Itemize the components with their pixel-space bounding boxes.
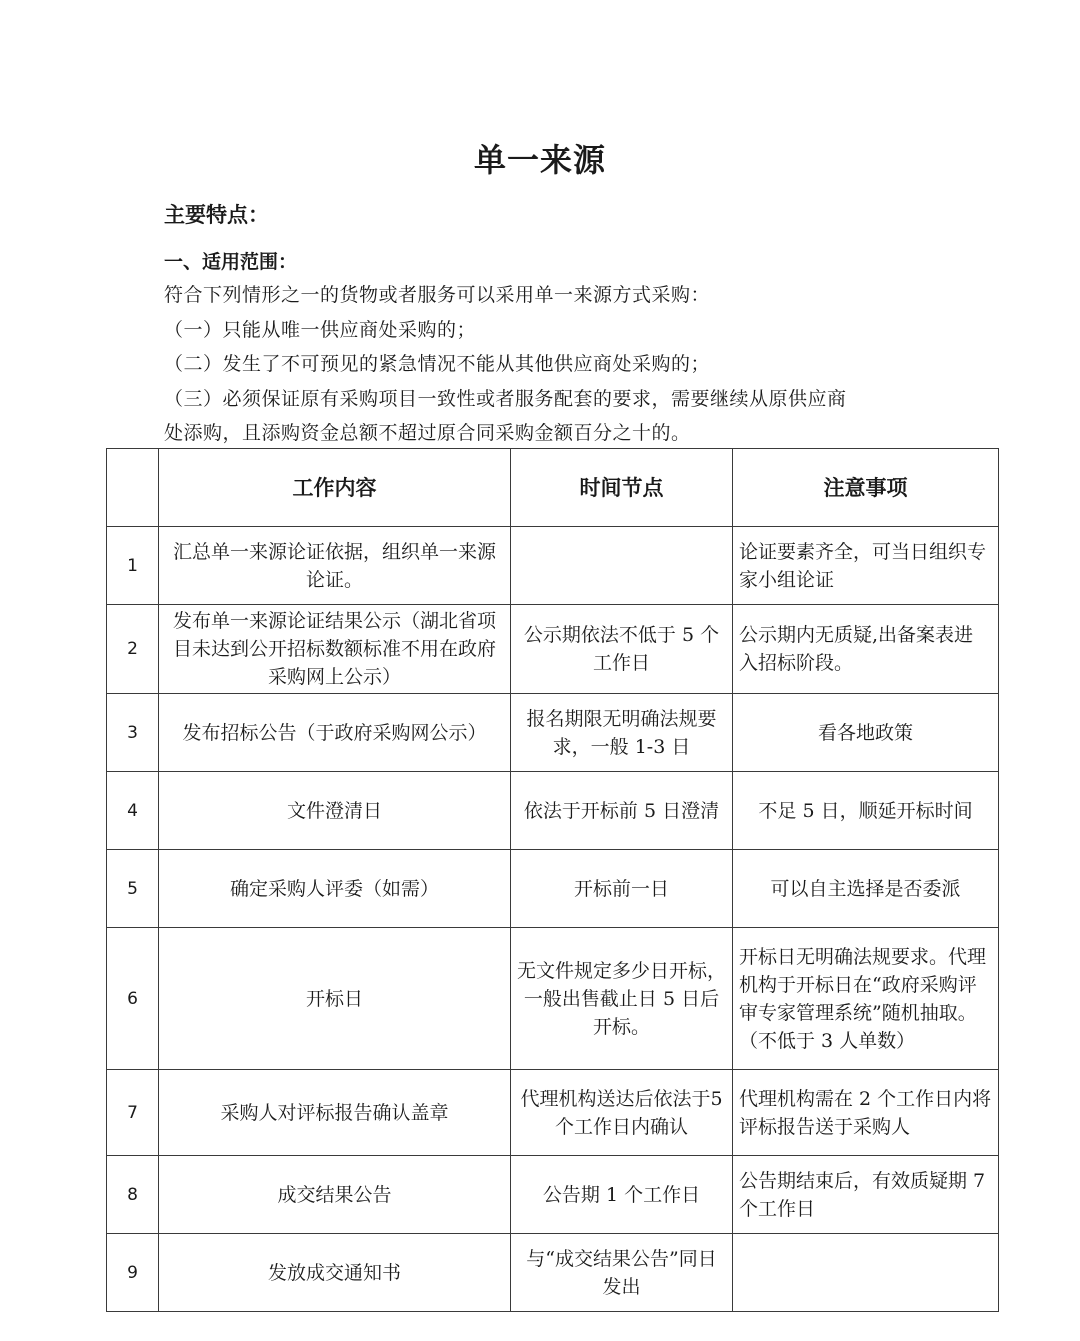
page-title: 单一来源	[473, 141, 606, 179]
procedure-table	[106, 448, 999, 1312]
row-number: 1	[107, 527, 159, 605]
row-number: 5	[107, 850, 159, 928]
time-node-cell: 依法于开标前 5 日澄清	[511, 772, 733, 850]
notes-cell: 开标日无明确法规要求。代理机构于开标日在“政府采购评审专家管理系统”随机抽取。（不低于 3 人单数）	[733, 928, 999, 1070]
notes-cell: 公示期内无质疑,出备案表进入招标阶段。	[733, 605, 999, 694]
header-notes: 注意事项	[733, 449, 999, 527]
table-row	[107, 1234, 999, 1312]
row-number: 6	[107, 928, 159, 1070]
work-content-cell: 开标日	[159, 928, 511, 1070]
header-work-content: 工作内容	[159, 449, 511, 527]
notes-cell: 可以自主选择是否委派	[733, 850, 999, 928]
row-number: 9	[107, 1234, 159, 1312]
condition-item: （三）必须保证原有采购项目一致性或者服务配套的要求，需要继续从原供应商	[164, 387, 847, 410]
notes-cell: 论证要素齐全，可当日组织专家小组论证	[733, 527, 999, 605]
work-content-cell: 文件澄清日	[159, 772, 511, 850]
time-node-cell: 与“成交结果公告”同日发出	[511, 1234, 733, 1312]
row-number: 3	[107, 694, 159, 772]
notes-cell: 代理机构需在 2 个工作日内将评标报告送于采购人	[733, 1070, 999, 1156]
condition-item-continuation: 处添购，且添购资金总额不超过原合同采购金额百分之十的。	[164, 422, 691, 444]
table-row	[107, 1156, 999, 1234]
work-content-cell: 发布招标公告（于政府采购网公示）	[159, 694, 511, 772]
table-row	[107, 1070, 999, 1156]
row-number: 2	[107, 605, 159, 694]
time-node-cell: 公告期 1 个工作日	[511, 1156, 733, 1234]
notes-cell: 公告期结束后，有效质疑期 7 个工作日	[733, 1156, 999, 1234]
work-content-cell: 成交结果公告	[159, 1156, 511, 1234]
table-row	[107, 527, 999, 605]
table-row	[107, 928, 999, 1070]
condition-item: （二）发生了不可预见的紧急情况不能从其他供应商处采购的；	[164, 353, 711, 375]
time-node-cell: 无文件规定多少日开标，一般出售截止日 5 日后开标。	[511, 928, 733, 1070]
row-number: 8	[107, 1156, 159, 1234]
table-header-row	[107, 449, 999, 527]
time-node-cell	[511, 527, 733, 605]
table-row	[107, 605, 999, 694]
notes-cell	[733, 1234, 999, 1312]
work-content-cell: 采购人对评标报告确认盖章	[159, 1070, 511, 1156]
table-row	[107, 694, 999, 772]
header-time-node: 时间节点	[511, 449, 733, 527]
section-intro: 符合下列情形之一的货物或者服务可以采用单一来源方式采购：	[164, 284, 711, 306]
work-content-cell: 发布单一来源论证结果公示（湖北省项目未达到公开招标数额标准不用在政府采购网上公示）	[159, 605, 511, 694]
work-content-cell: 确定采购人评委（如需）	[159, 850, 511, 928]
notes-cell: 不足 5 日，顺延开标时间	[733, 772, 999, 850]
table-row	[107, 772, 999, 850]
header-number	[107, 449, 159, 527]
row-number: 7	[107, 1070, 159, 1156]
intro-section	[164, 198, 944, 451]
table-row	[107, 850, 999, 928]
main-heading: 主要特点：	[164, 203, 269, 227]
time-node-cell: 代理机构送达后依法于5 个工作日内确认	[511, 1070, 733, 1156]
section-heading: 一、适用范围：	[164, 251, 298, 273]
work-content-cell: 汇总单一来源论证依据，组织单一来源论证。	[159, 527, 511, 605]
time-node-cell: 报名期限无明确法规要求，一般 1-3 日	[511, 694, 733, 772]
time-node-cell: 开标前一日	[511, 850, 733, 928]
row-number: 4	[107, 772, 159, 850]
condition-item: （一）只能从唯一供应商处采购的；	[164, 318, 477, 341]
work-content-cell: 发放成交通知书	[159, 1234, 511, 1312]
time-node-cell: 公示期依法不低于 5 个工作日	[511, 605, 733, 694]
notes-cell: 看各地政策	[733, 694, 999, 772]
